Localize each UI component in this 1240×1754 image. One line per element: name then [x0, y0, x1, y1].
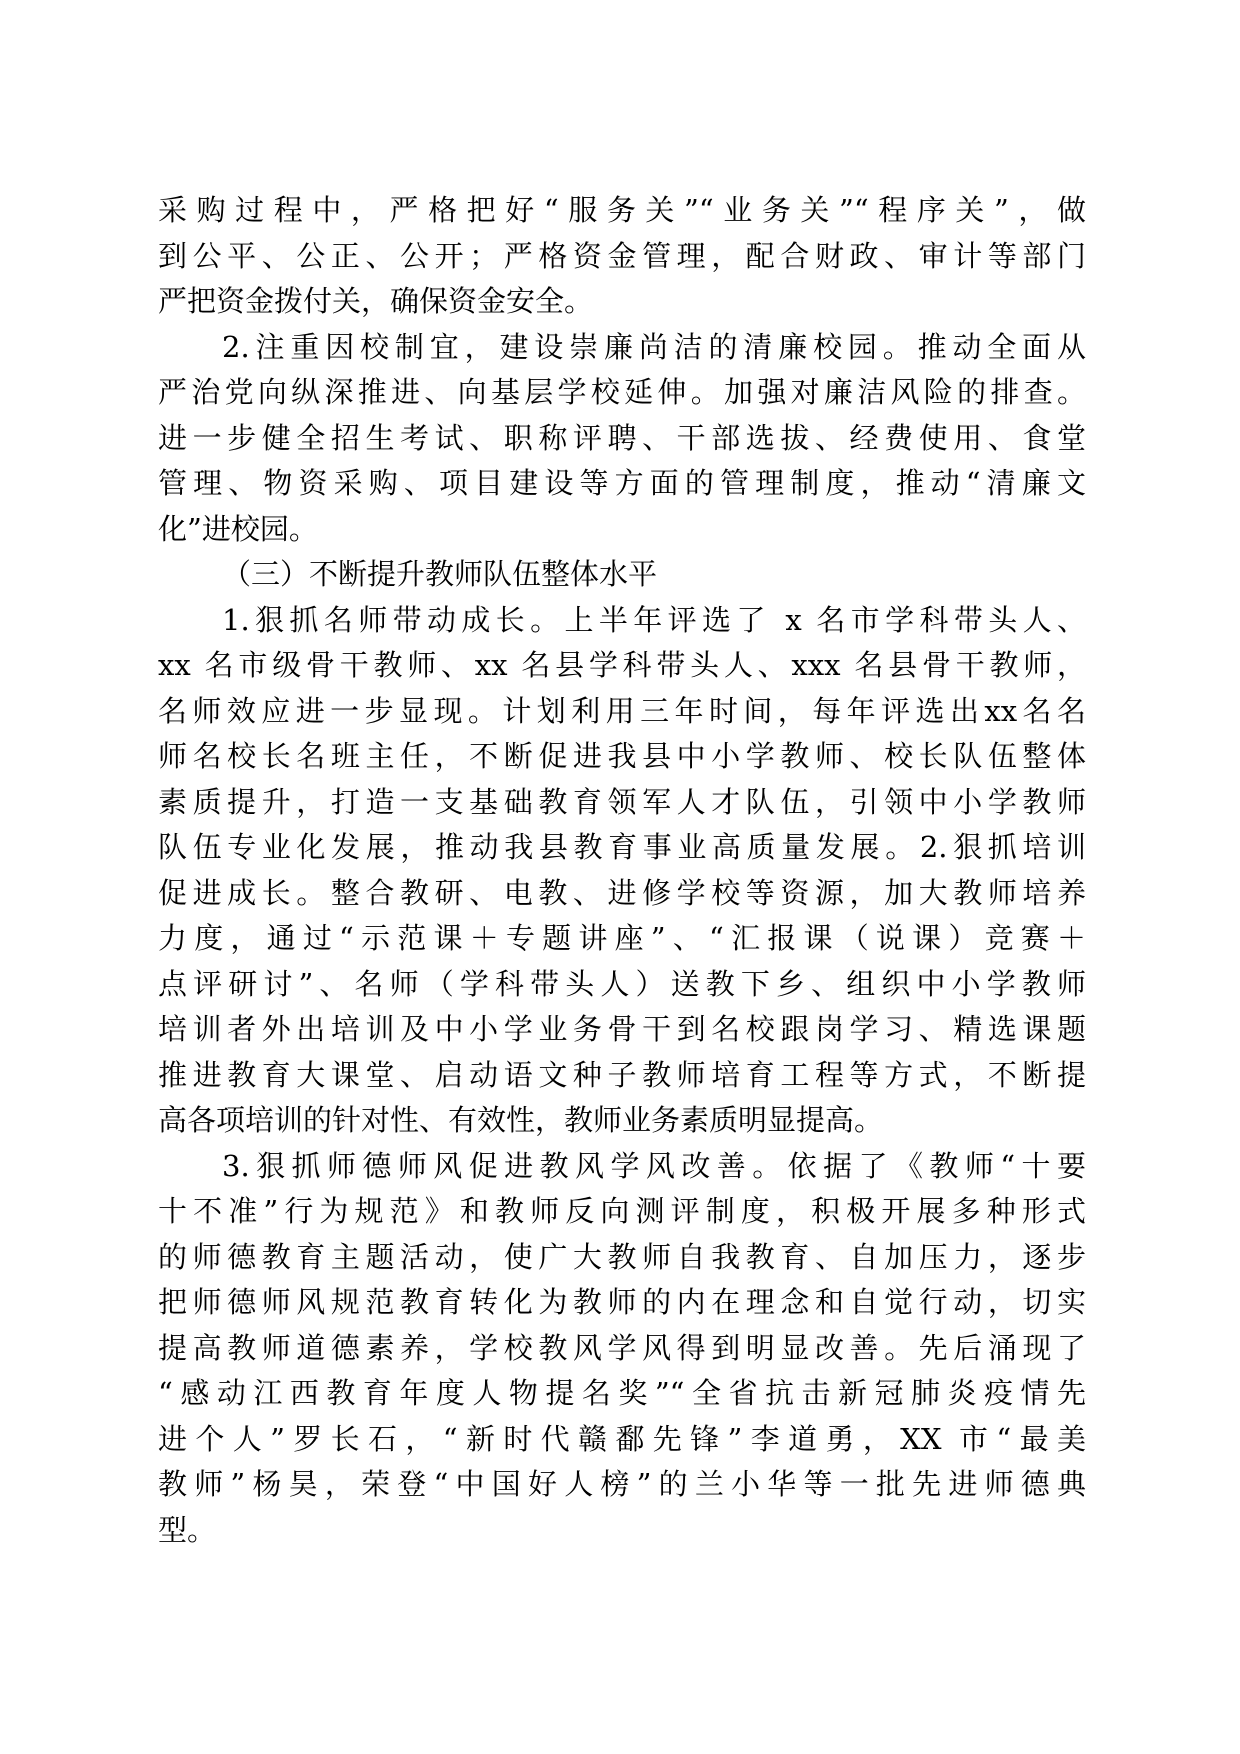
text-line: 师名校长名班主任，不断促进我县中小学教师、校长队伍整体 [158, 739, 1086, 773]
text-line: 十不准”行为规范》和教师反向测评制度，积极开展多种形式 [158, 1194, 1086, 1228]
text-line: “感动江西教育年度人物提名奖”“全省抗击新冠肺炎疫情先 [158, 1376, 1086, 1410]
text-line: 培训者外出培训及中小学业务骨干到名校跟岗学习、精选课题 [158, 1012, 1086, 1046]
text-line: 提高教师道德素养，学校教风学风得到明显改善。先后涌现了 [158, 1330, 1086, 1365]
text-line: xx 名市级骨干教师、xx 名县学科带头人、xxx 名县骨干教师， [158, 648, 1086, 682]
text-line: 高各项培训的针对性、有效性，教师业务素质明显提高。 [158, 1103, 884, 1137]
section-heading: （三）不断提升教师队伍整体水平 [222, 557, 658, 591]
text-line: 采购过程中，严格把好“服务关”“业务关”“程序关”，做 [158, 193, 1086, 227]
text-line: 化”进校园。 [158, 511, 318, 546]
text-line: 的师德教育主题活动，使广大教师自我教育、自加压力，逐步 [158, 1239, 1086, 1274]
text-line: 名师效应进一步显现。计划利用三年时间，每年评选出xx名名 [158, 693, 1086, 728]
text-line: 1.狠抓名师带动成长。上半年评选了 x 名市学科带头人、 [222, 602, 1086, 637]
text-line: 力度，通过“示范课＋专题讲座”、“汇报课（说课）竞赛＋ [158, 921, 1086, 955]
document-page [158, 188, 1086, 1553]
text-line: 3.狠抓师德师风促进教风学风改善。依据了《教师“十要 [222, 1148, 1086, 1183]
text-line: 推进教育大课堂、启动语文种子教师培育工程等方式，不断提 [158, 1057, 1086, 1092]
text-line: 管理、物资采购、项目建设等方面的管理制度，推动“清廉文 [158, 466, 1086, 500]
text-line: 2.注重因校制宜，建设崇廉尚洁的清廉校园。推动全面从 [222, 329, 1086, 364]
text-line: 把师德师风规范教育转化为教师的内在理念和自觉行动，切实 [158, 1285, 1086, 1319]
text-line: 严治党向纵深推进、向基层学校延伸。加强对廉洁风险的排查。 [158, 375, 1086, 409]
text-line: 进一步健全招生考试、职称评聘、干部选拔、经费使用、食堂 [158, 420, 1086, 455]
text-line: 点评研讨”、名师（学科带头人）送教下乡、组织中小学教师 [158, 966, 1086, 1001]
text-line: 素质提升，打造一支基础教育领军人才队伍，引领中小学教师 [158, 784, 1086, 819]
text-line: 教师”杨昊，荣登“中国好人榜”的兰小华等一批先进师德典 [158, 1467, 1086, 1501]
text-line: 严把资金拨付关，确保资金安全。 [158, 284, 594, 318]
text-line: 队伍专业化发展，推动我县教育事业高质量发展。2.狠抓培训 [158, 830, 1086, 864]
text-line: 进个人”罗长石，“新时代赣鄱先锋”李道勇，XX 市“最美 [158, 1421, 1086, 1456]
text-line: 促进成长。整合教研、电教、进修学校等资源，加大教师培养 [158, 875, 1086, 910]
text-line: 型。 [158, 1512, 217, 1547]
text-line: 到公平、公正、公开；严格资金管理，配合财政、审计等部门 [158, 238, 1086, 273]
